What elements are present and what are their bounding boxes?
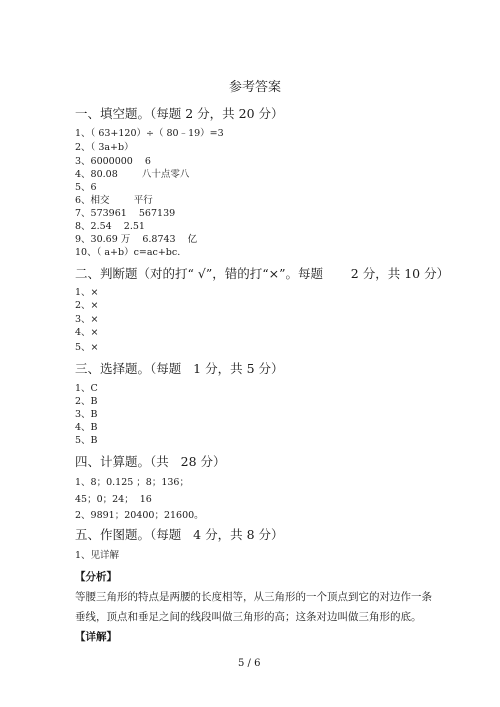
answer-line: 10、（ a+b）c=ac+bc. <box>75 247 181 258</box>
answer-line: 1、（ 63+120）÷（ 80﹣19）=3 <box>75 128 224 139</box>
answer-line: 8、2.54 2.51 <box>75 221 145 232</box>
answer-line: 2、9891；20400；21600。 <box>75 510 204 521</box>
page-title: 参考答案 <box>229 80 282 95</box>
answer-line: 1、见详解 <box>75 550 120 561</box>
analysis-label: 【分析】 <box>75 571 117 583</box>
answer-line: 4、80.08 八十点零八 <box>75 169 190 180</box>
section-heading-fill-blank: 一、填空题。（每题 2 分，共 20 分） <box>75 106 284 121</box>
answer-line: 2、B <box>75 396 98 407</box>
answer-line: 5、6 <box>75 182 97 193</box>
answer-line: 3、6000000 6 <box>75 156 151 167</box>
answer-line: 1、C <box>75 383 98 394</box>
section-heading-calculation: 四、计算题。（共 28 分） <box>75 454 226 469</box>
answer-line: 2、× <box>75 300 99 311</box>
analysis-text: 等腰三角形的特点是两腰的长度相等，从三角形的一个顶点到它的对边作一条 <box>75 591 432 603</box>
answer-line: 45；0；24； 16 <box>75 494 152 505</box>
answer-line: 7、573961 567139 <box>75 208 176 219</box>
answer-line: 9、30.69 万 6.8743 亿 <box>75 234 198 245</box>
answer-line: 2、（ 3a+b） <box>75 142 134 153</box>
detail-label: 【详解】 <box>75 631 117 643</box>
answer-line: 5、× <box>75 342 99 353</box>
section-heading-drawing: 五、作图题。（每题 4 分，共 8 分） <box>75 527 284 542</box>
section-heading-true-false: 二、判断题（对的打“ √”，错的打“×”。每题 2 分，共 10 分） <box>75 266 450 281</box>
analysis-text: 垂线，顶点和垂足之间的线段叫做三角形的高；这条对边叫做三角形的底。 <box>75 611 422 623</box>
section-heading-choice: 三、选择题。（每题 1 分，共 5 分） <box>75 361 284 376</box>
answer-line: 1、8；0.125 ；8；136； <box>75 477 189 488</box>
answer-line: 3、B <box>75 409 98 420</box>
answer-line: 5、B <box>75 435 98 446</box>
answer-line: 1、× <box>75 287 99 298</box>
answer-line: 4、B <box>75 422 98 433</box>
page-number: 5 / 6 <box>238 658 261 669</box>
answer-line: 4、× <box>75 327 99 338</box>
answer-line: 6、相交 平行 <box>75 195 153 206</box>
answer-line: 3、× <box>75 314 99 325</box>
